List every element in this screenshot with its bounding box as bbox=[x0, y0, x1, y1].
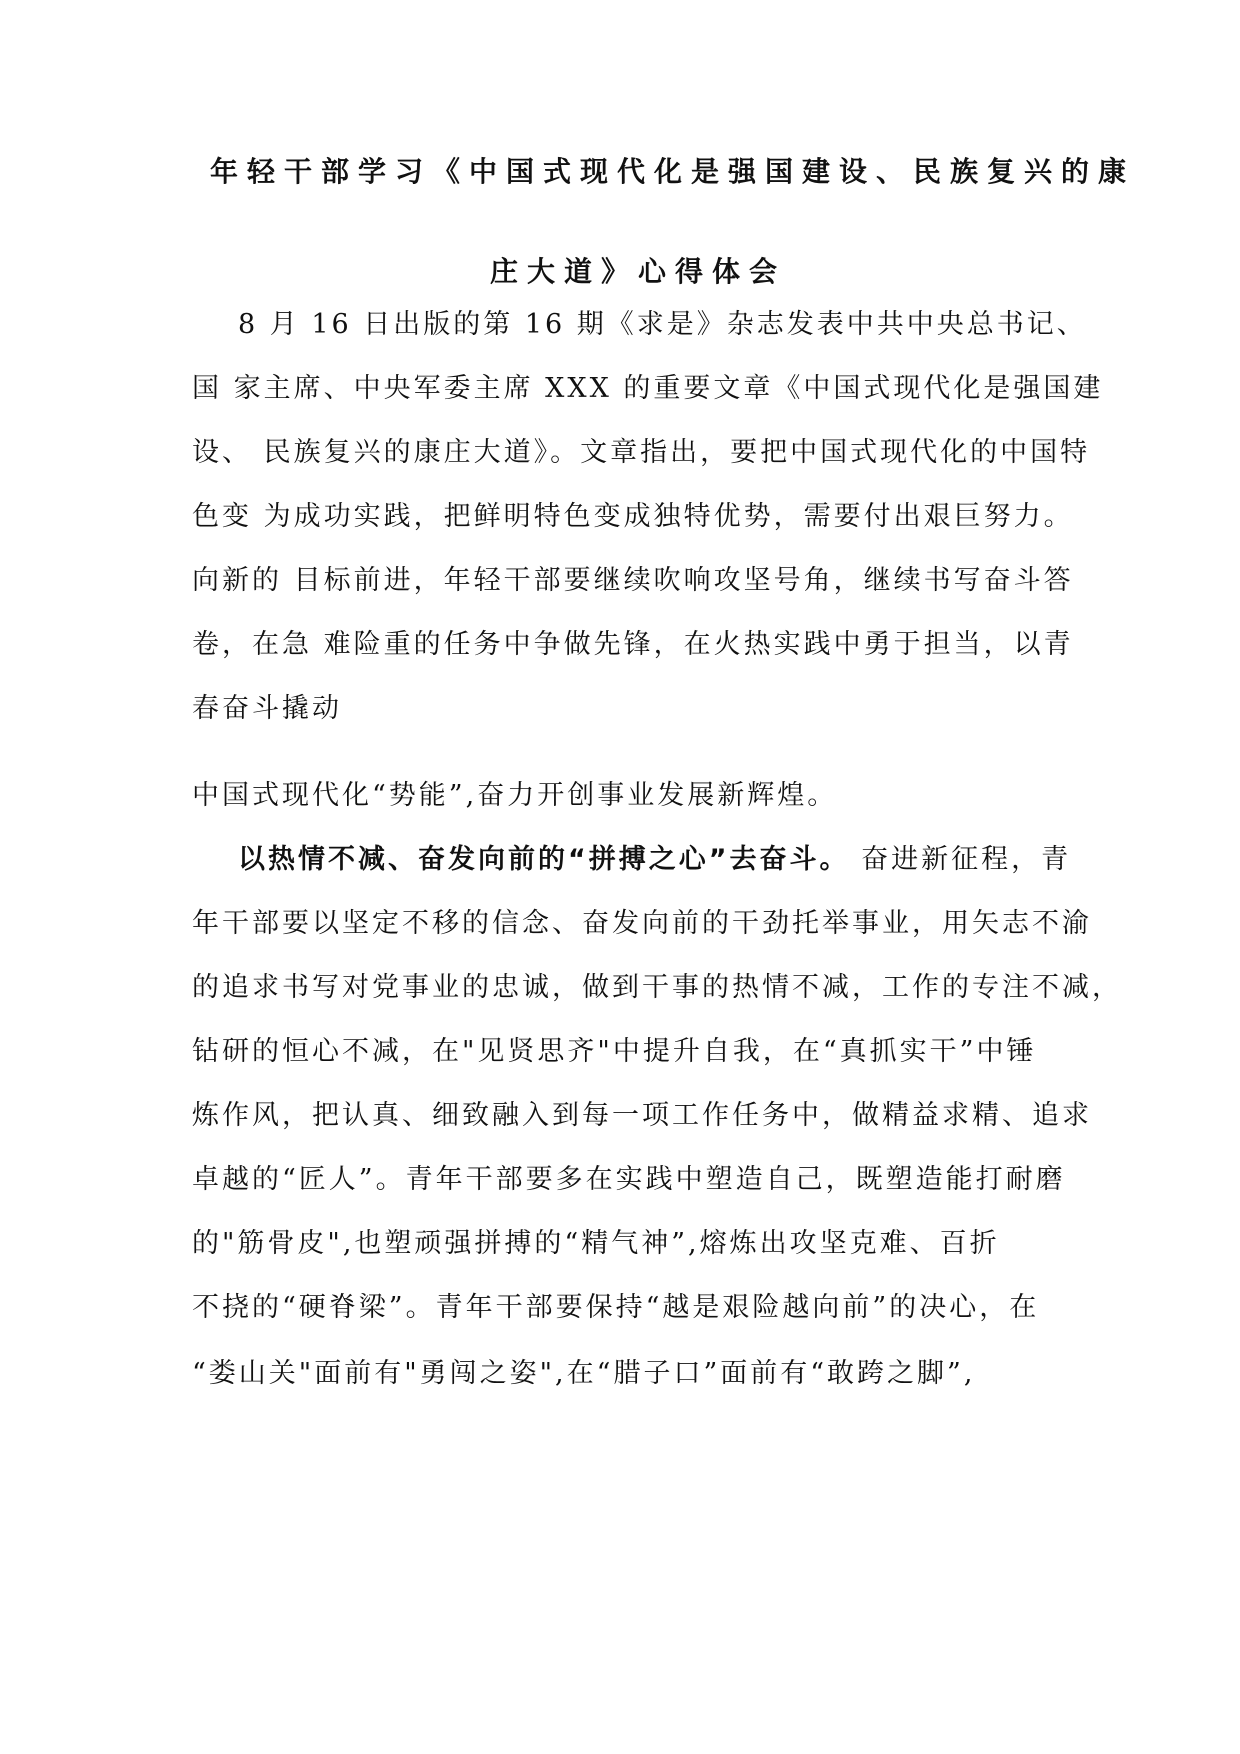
paragraph-3-line-8: 不挠的“硬脊梁”。青年干部要保持“越是艰险越向前”的决心，在 bbox=[192, 1292, 1040, 1323]
paragraph-2-line-1: 中国式现代化“势能”,奋力开创事业发展新辉煌。 bbox=[192, 780, 838, 811]
document-title-line-1: 年轻干部学习《中国式现代化是强国建设、民族复兴的康 bbox=[210, 155, 1136, 188]
paragraph-3-line-7: 的"筋骨皮",也塑顽强拼搏的“精气神”,熔炼出攻坚克难、百折 bbox=[192, 1228, 1000, 1259]
paragraph-3-line-1 bbox=[238, 842, 1118, 878]
paragraph-1-line-4: 色变 为成功实践，把鲜明特色变成独特优势，需要付出艰巨努力。 bbox=[192, 501, 1074, 532]
paragraph-3-first-line-rest: 奋进新征程，青 bbox=[861, 844, 1072, 875]
paragraph-1-line-7: 春奋斗撬动 bbox=[192, 693, 342, 724]
paragraph-3-line-4: 钻研的恒心不减，在"见贤思齐"中提升自我，在“真抓实干”中锤 bbox=[192, 1036, 1037, 1067]
paragraph-3-line-9: “娄山关"面前有"勇闯之姿",在“腊子口”面前有“敢跨之脚”, bbox=[192, 1358, 976, 1389]
document-title-line-2: 庄大道》心得体会 bbox=[490, 255, 787, 288]
paragraph-3-line-2: 年干部要以坚定不移的信念、奋发向前的干劲托举事业，用矢志不渝 bbox=[192, 908, 1092, 939]
paragraph-1-line-6: 卷，在急 难险重的任务中争做先锋，在火热实践中勇于担当，以青 bbox=[192, 629, 1074, 660]
paragraph-3-line-5: 炼作风，把认真、细致融入到每一项工作任务中，做精益求精、追求 bbox=[192, 1100, 1092, 1131]
paragraph-3-heading: 以热情不减、奋发向前的“拼搏之心”去奋斗。 bbox=[238, 844, 850, 875]
paragraph-1-line-3: 设、 民族复兴的康庄大道》。文章指出，要把中国式现代化的中国特 bbox=[192, 437, 1091, 468]
paragraph-3-line-3: 的追求书写对党事业的忠诚，做到干事的热情不减，工作的专注不减， bbox=[192, 972, 1122, 1003]
paragraph-1-line-5: 向新的 目标前进，年轻干部要继续吹响攻坚号角，继续书写奋斗答 bbox=[192, 565, 1074, 596]
paragraph-3-line-6: 卓越的“匠人”。青年干部要多在实践中塑造自己，既塑造能打耐磨 bbox=[192, 1164, 1066, 1195]
paragraph-1-line-1: 8 月 16 日出版的第 16 期《求是》杂志发表中共中央总书记、 bbox=[238, 309, 1087, 340]
paragraph-1-line-2: 国 家主席、中央军委主席 XXX 的重要文章《中国式现代化是强国建 bbox=[192, 373, 1104, 404]
